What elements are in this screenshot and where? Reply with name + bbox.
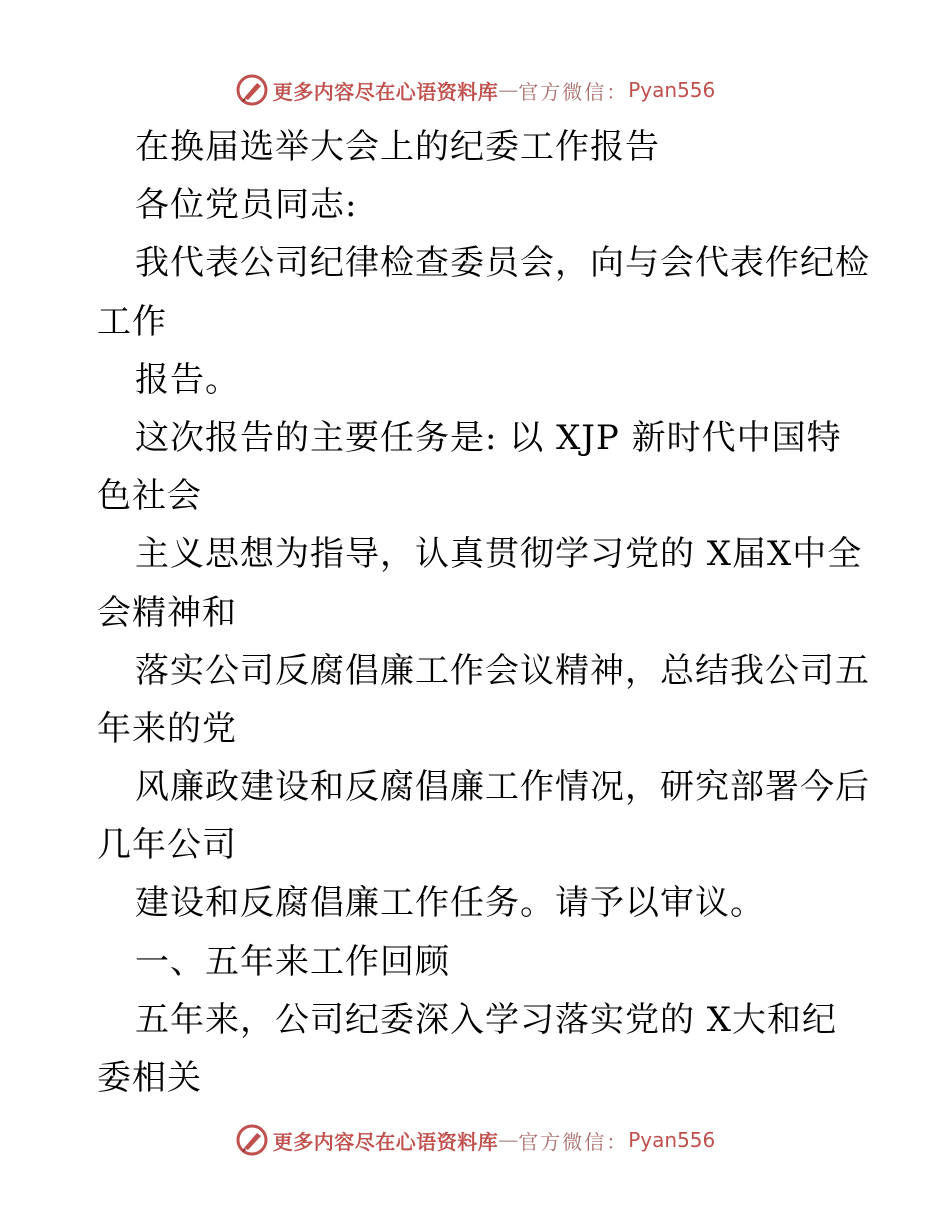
document-line: 五年来，公司纪委深入学习落实党的 X大和纪 bbox=[135, 999, 838, 1040]
document-line: 会精神和 bbox=[97, 592, 237, 633]
banner-main-text: 更多内容尽在心语资料库 bbox=[272, 1129, 499, 1154]
document-line: 几年公司 bbox=[97, 825, 237, 866]
document-line: 各位党员同志: bbox=[135, 185, 358, 226]
pen-logo-icon bbox=[235, 1123, 269, 1157]
document-line: 工作 bbox=[97, 301, 167, 342]
banner-main-text: 更多内容尽在心语资料库 bbox=[272, 79, 499, 104]
document-line: 委相关 bbox=[97, 1058, 202, 1098]
document-line: 主义思想为指导，认真贯彻学习党的 X届X中全 bbox=[135, 534, 863, 575]
banner-official-label: 官方微信： bbox=[518, 79, 629, 104]
document-line: 这次报告的主要任务是: 以 XJP 新时代中国特 bbox=[135, 417, 842, 458]
document-line: 一、五年来工作回顾 bbox=[135, 941, 450, 982]
banner-dash: — bbox=[498, 1128, 519, 1152]
document-line: 报告。 bbox=[135, 359, 240, 400]
document-line: 建设和反腐倡廉工作任务。请予以审议。 bbox=[135, 883, 765, 924]
footer-watermark-banner bbox=[0, 1120, 950, 1160]
banner-dash: — bbox=[498, 78, 519, 102]
banner-official-label: 官方微信： bbox=[518, 1129, 629, 1154]
banner-wechat-id: Pyan556 bbox=[628, 1128, 716, 1152]
document-body bbox=[97, 118, 870, 1107]
document-line: 我代表公司纪律检查委员会，向与会代表作纪检 bbox=[135, 243, 870, 284]
header-watermark-banner bbox=[0, 70, 950, 110]
document-line: 落实公司反腐倡廉工作会议精神，总结我公司五 bbox=[135, 650, 870, 691]
document-line: 在换届选举大会上的纪委工作报告 bbox=[135, 127, 660, 167]
document-line: 年来的党 bbox=[97, 708, 237, 749]
pen-logo-icon bbox=[235, 73, 269, 107]
document-line: 风廉政建设和反腐倡廉工作情况，研究部署今后 bbox=[135, 767, 870, 808]
document-line: 色社会 bbox=[97, 476, 202, 517]
banner-wechat-id: Pyan556 bbox=[628, 78, 716, 102]
